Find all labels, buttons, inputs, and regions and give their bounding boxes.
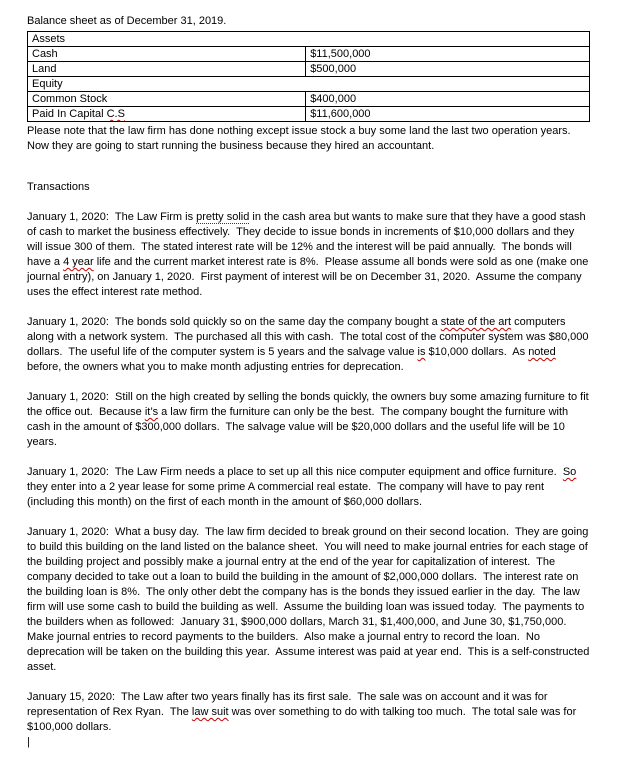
flagged-text: law suit [191, 706, 229, 718]
text-run: Common Stock [32, 93, 108, 105]
account-label-cell [28, 62, 306, 77]
flagged-text: is [417, 346, 426, 358]
flagged-text: C.S [106, 108, 125, 120]
table-row [28, 47, 590, 62]
transaction-jan1-furniture [27, 390, 590, 450]
account-value-cell: $11,500,000 [306, 47, 590, 62]
text-run: they enter into a 2 year lease for some prime A commercial real estate. The company will have to pay rent (including this month) on the first of each month in the amount of $60,000 dollars. [27, 466, 580, 508]
text-run: January 1, 2020: Still on the high created by selling the bonds quickly, the owners buy some amazing furniture to fit the office out. Because [27, 391, 592, 418]
flagged-text: So [562, 466, 577, 478]
text-run: Please note that the law firm has done nothing except issue stock a buy some land the last two operation years. Now they are going to start running the business because they hired an accountant. [27, 125, 577, 152]
balance-table-body [28, 32, 590, 122]
text-run: a law firm the furniture can only be the best. The company bought the furniture with cash in the amount of $300,000 dollars. The salvage value will be $20,000 dollars and the useful life will be 10 years. [27, 406, 572, 448]
table-row [28, 92, 590, 107]
table-row [28, 32, 590, 47]
text-run: January 15, 2020: The Law after two years finally has its first sale. The sale was on account and it was for representation of Rex Ryan. The [27, 691, 551, 718]
flagged-text: it’s [144, 406, 159, 418]
cursor-line [27, 735, 590, 750]
transaction-jan1-building [27, 525, 593, 675]
text-run: January 1, 2020: The Law Firm is [27, 211, 197, 223]
section-header-cell: Equity [28, 77, 590, 92]
account-label-cell [28, 107, 306, 122]
note-paragraph [27, 124, 590, 154]
text-run: January 1, 2020: The Law Firm needs a place to set up all this nice computer equipment and office furniture. [27, 466, 563, 478]
text-run: $10,000 dollars. As [425, 346, 529, 358]
flagged-text: pretty solid [196, 211, 250, 223]
text-run: | [27, 736, 30, 748]
flagged-text: state of the art [440, 316, 512, 328]
transaction-jan1-computers [27, 315, 590, 375]
flagged-text: 4 year [63, 256, 94, 268]
transaction-jan15-sale [27, 690, 590, 735]
account-value-cell: $11,600,000 [306, 107, 590, 122]
transaction-jan1-bonds [27, 210, 590, 300]
text-run: computers along with a network system. The purchased all this with cash. The total cost of the computer system was $80,000 dollars. The useful life of the computer system is 5 years and the salvage value [27, 316, 592, 358]
text-run: Cash [32, 48, 58, 60]
text-run: January 1, 2020: The bonds sold quickly so on the same day the company bought a [27, 316, 441, 328]
section-header-cell: Assets [28, 32, 590, 47]
transactions-heading [27, 180, 590, 195]
page-title: Balance sheet as of December 31, 2019. [27, 15, 227, 27]
account-label-cell [28, 92, 306, 107]
text-run: Land [32, 63, 57, 75]
text-run: was over something to do with talking too much. The total sale was for $100,000 dollars. [27, 706, 580, 733]
account-label-cell [28, 47, 306, 62]
text-run: Paid In Capital [32, 108, 107, 120]
text-run: life and the current market interest rate is 8%. Please assume all bonds were sold as one (make one journal entry), on January 1, 2020. First payment of interest will be on December 31, 2020. Assume the company uses the effect interest rate method. [27, 256, 592, 298]
paragraphs [27, 124, 593, 750]
table-row [28, 107, 590, 122]
transaction-jan1-lease [27, 465, 590, 510]
account-value-cell: $500,000 [306, 62, 590, 77]
table-row [28, 62, 590, 77]
text-run: January 1, 2020: What a busy day. The law firm decided to break ground on their second location. They are going to build this building on the land listed on the balance sheet. You will need to make journal entries for each stage of the building project and possibly make a journal entry at the end of the year for capitalization of interest. The company decided to take out a loan to build the building in the amount of $2,000,000 dollars. The interest rate on the building loan is 8%. The only other debt the company has is the bonds they issued earlier in the day. The law firm will use some cash to build the building as well. Assume the building loan was issued today. The payments to the builders when as followed: January 31, $900,000 dollars, March 31, $1,400,000, and June 30, $1,750,000. Make journal entries to record payments to the builders. Also make a journal entry to record the loan. No deprecation will be taken on the building this year. Assume interest was paid at year end. This is a self-constructed asset. [27, 526, 593, 673]
flagged-text: noted [528, 346, 556, 358]
text-run: Transactions [27, 181, 90, 193]
table-row [28, 77, 590, 92]
balance-sheet-table [27, 31, 590, 122]
text-run: in the cash area but wants to make sure that they have a good stash of cash to market the business effectively. They decide to issue bonds in increments of $10,000 dollars and they will issue 300 of them. The stated interest rate will be 12% and the interest will be paid annually. The bonds will have a [27, 211, 589, 268]
account-value-cell: $400,000 [306, 92, 590, 107]
text-run: before, the owners what you to make month adjusting entries for deprecation. [27, 346, 559, 373]
